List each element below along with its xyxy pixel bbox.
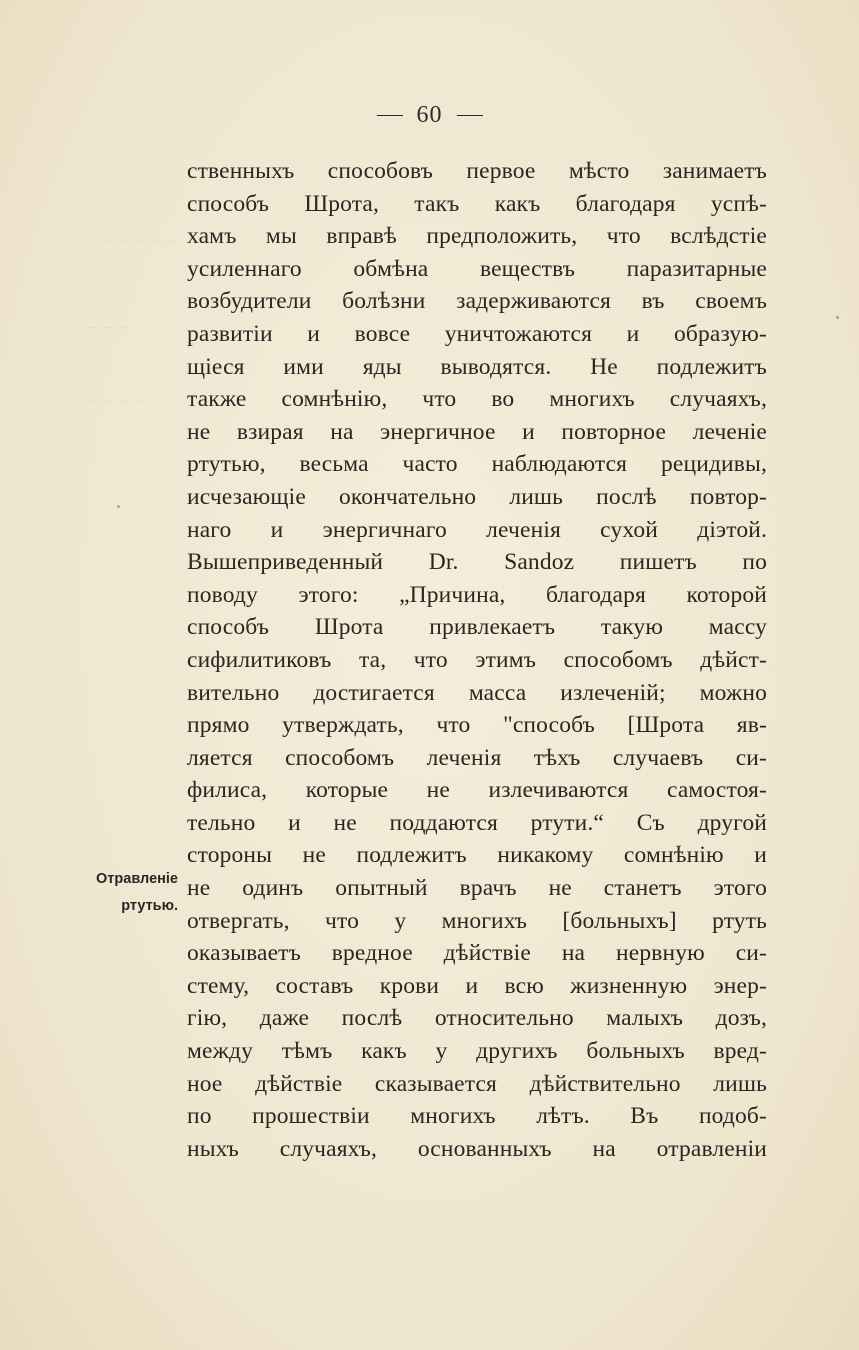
- margin-note: [60, 866, 178, 920]
- page-number-value: 60: [416, 102, 443, 128]
- text-line: филиса, которые не излечиваются самостоя-: [187, 777, 767, 804]
- paper-speck: [836, 316, 839, 319]
- margin-note-line: Отравленіе: [96, 871, 178, 887]
- text-line: между тѣмъ какъ у другихъ больныхъ вред-: [187, 1038, 767, 1065]
- text-line: ныхъ случаяхъ, основанныхъ на отравленіи: [187, 1135, 767, 1162]
- show-through-text: — — — —: [86, 393, 148, 408]
- text-line: наго и энергичнаго леченія сухой діэтой.: [187, 516, 767, 543]
- text-line: по прошествіи многихъ лѣтъ. Въ подоб-: [187, 1103, 767, 1130]
- text-line: щіеся ими яды выводятся. Не подлежитъ: [187, 353, 767, 380]
- text-line: ственныхъ способовъ первое мѣсто занимаетъ: [187, 158, 767, 184]
- text-line: Вышеприведенный Dr. Sandoz пишетъ по: [187, 549, 767, 576]
- text-line: способъ Шрота, такъ какъ благодаря успѣ-: [187, 190, 767, 217]
- show-through-text: — — —: [86, 319, 132, 334]
- text-line: не взирая на энергичное и повторное леченіе: [187, 418, 767, 445]
- text-line: оказываетъ вредное дѣйствіе на нервную си-: [187, 940, 767, 967]
- margin-note-line: ртутью.: [121, 898, 178, 914]
- text-line: вительно достигается масса излеченій; можно: [187, 679, 767, 706]
- text-line: гію, даже послѣ относительно малыхъ дозъ,: [187, 1005, 767, 1032]
- page-number-right-dash: [457, 115, 483, 116]
- text-line: тельно и не поддаются ртути.“ Съ другой: [187, 809, 767, 836]
- text-line: хамъ мы вправѣ предположить, что вслѣдстіе: [187, 223, 767, 250]
- text-line: возбудители болѣзни задерживаются въ своемъ: [187, 288, 767, 315]
- text-line: ное дѣйствіе сказывается дѣйствительно лишь: [187, 1070, 767, 1097]
- text-line: стему, составъ крови и всю жизненную энер-: [187, 972, 767, 999]
- text-line: стороны не подлежитъ никакому сомнѣнію и: [187, 842, 767, 869]
- text-line: прямо утверждать, что "способъ [Шрота яв-: [187, 712, 767, 739]
- text-line: отвергать, что у многихъ [больныхъ] ртуть: [187, 907, 767, 934]
- text-line: сифилитиковъ та, что этимъ способомъ дѣйст-: [187, 646, 767, 673]
- text-line: усиленнаго обмѣна веществъ паразитарные: [187, 255, 767, 282]
- text-line: развитіи и вовсе уничтожаются и образую-: [187, 320, 767, 347]
- show-through-text: — — — — — —: [86, 233, 181, 248]
- page-number: [0, 102, 859, 129]
- text-line: также сомнѣнію, что во многихъ случаяхъ,: [187, 386, 767, 413]
- text-line: ляется способомъ леченія тѣхъ случаевъ си-: [187, 744, 767, 771]
- text-line: не одинъ опытный врачъ не станетъ этого: [187, 875, 767, 902]
- text-line: ртутью, весьма часто наблюдаются рецидивы,: [187, 451, 767, 478]
- text-line: поводу этого: „Причина, благодаря которой: [187, 581, 767, 608]
- text-line: способъ Шрота привлекаетъ такую массу: [187, 614, 767, 641]
- page-number-left-dash: [377, 115, 403, 116]
- body-text: [187, 155, 767, 1165]
- paper-speck: [117, 505, 120, 508]
- text-line: исчезающіе окончательно лишь послѣ повтор-: [187, 483, 767, 510]
